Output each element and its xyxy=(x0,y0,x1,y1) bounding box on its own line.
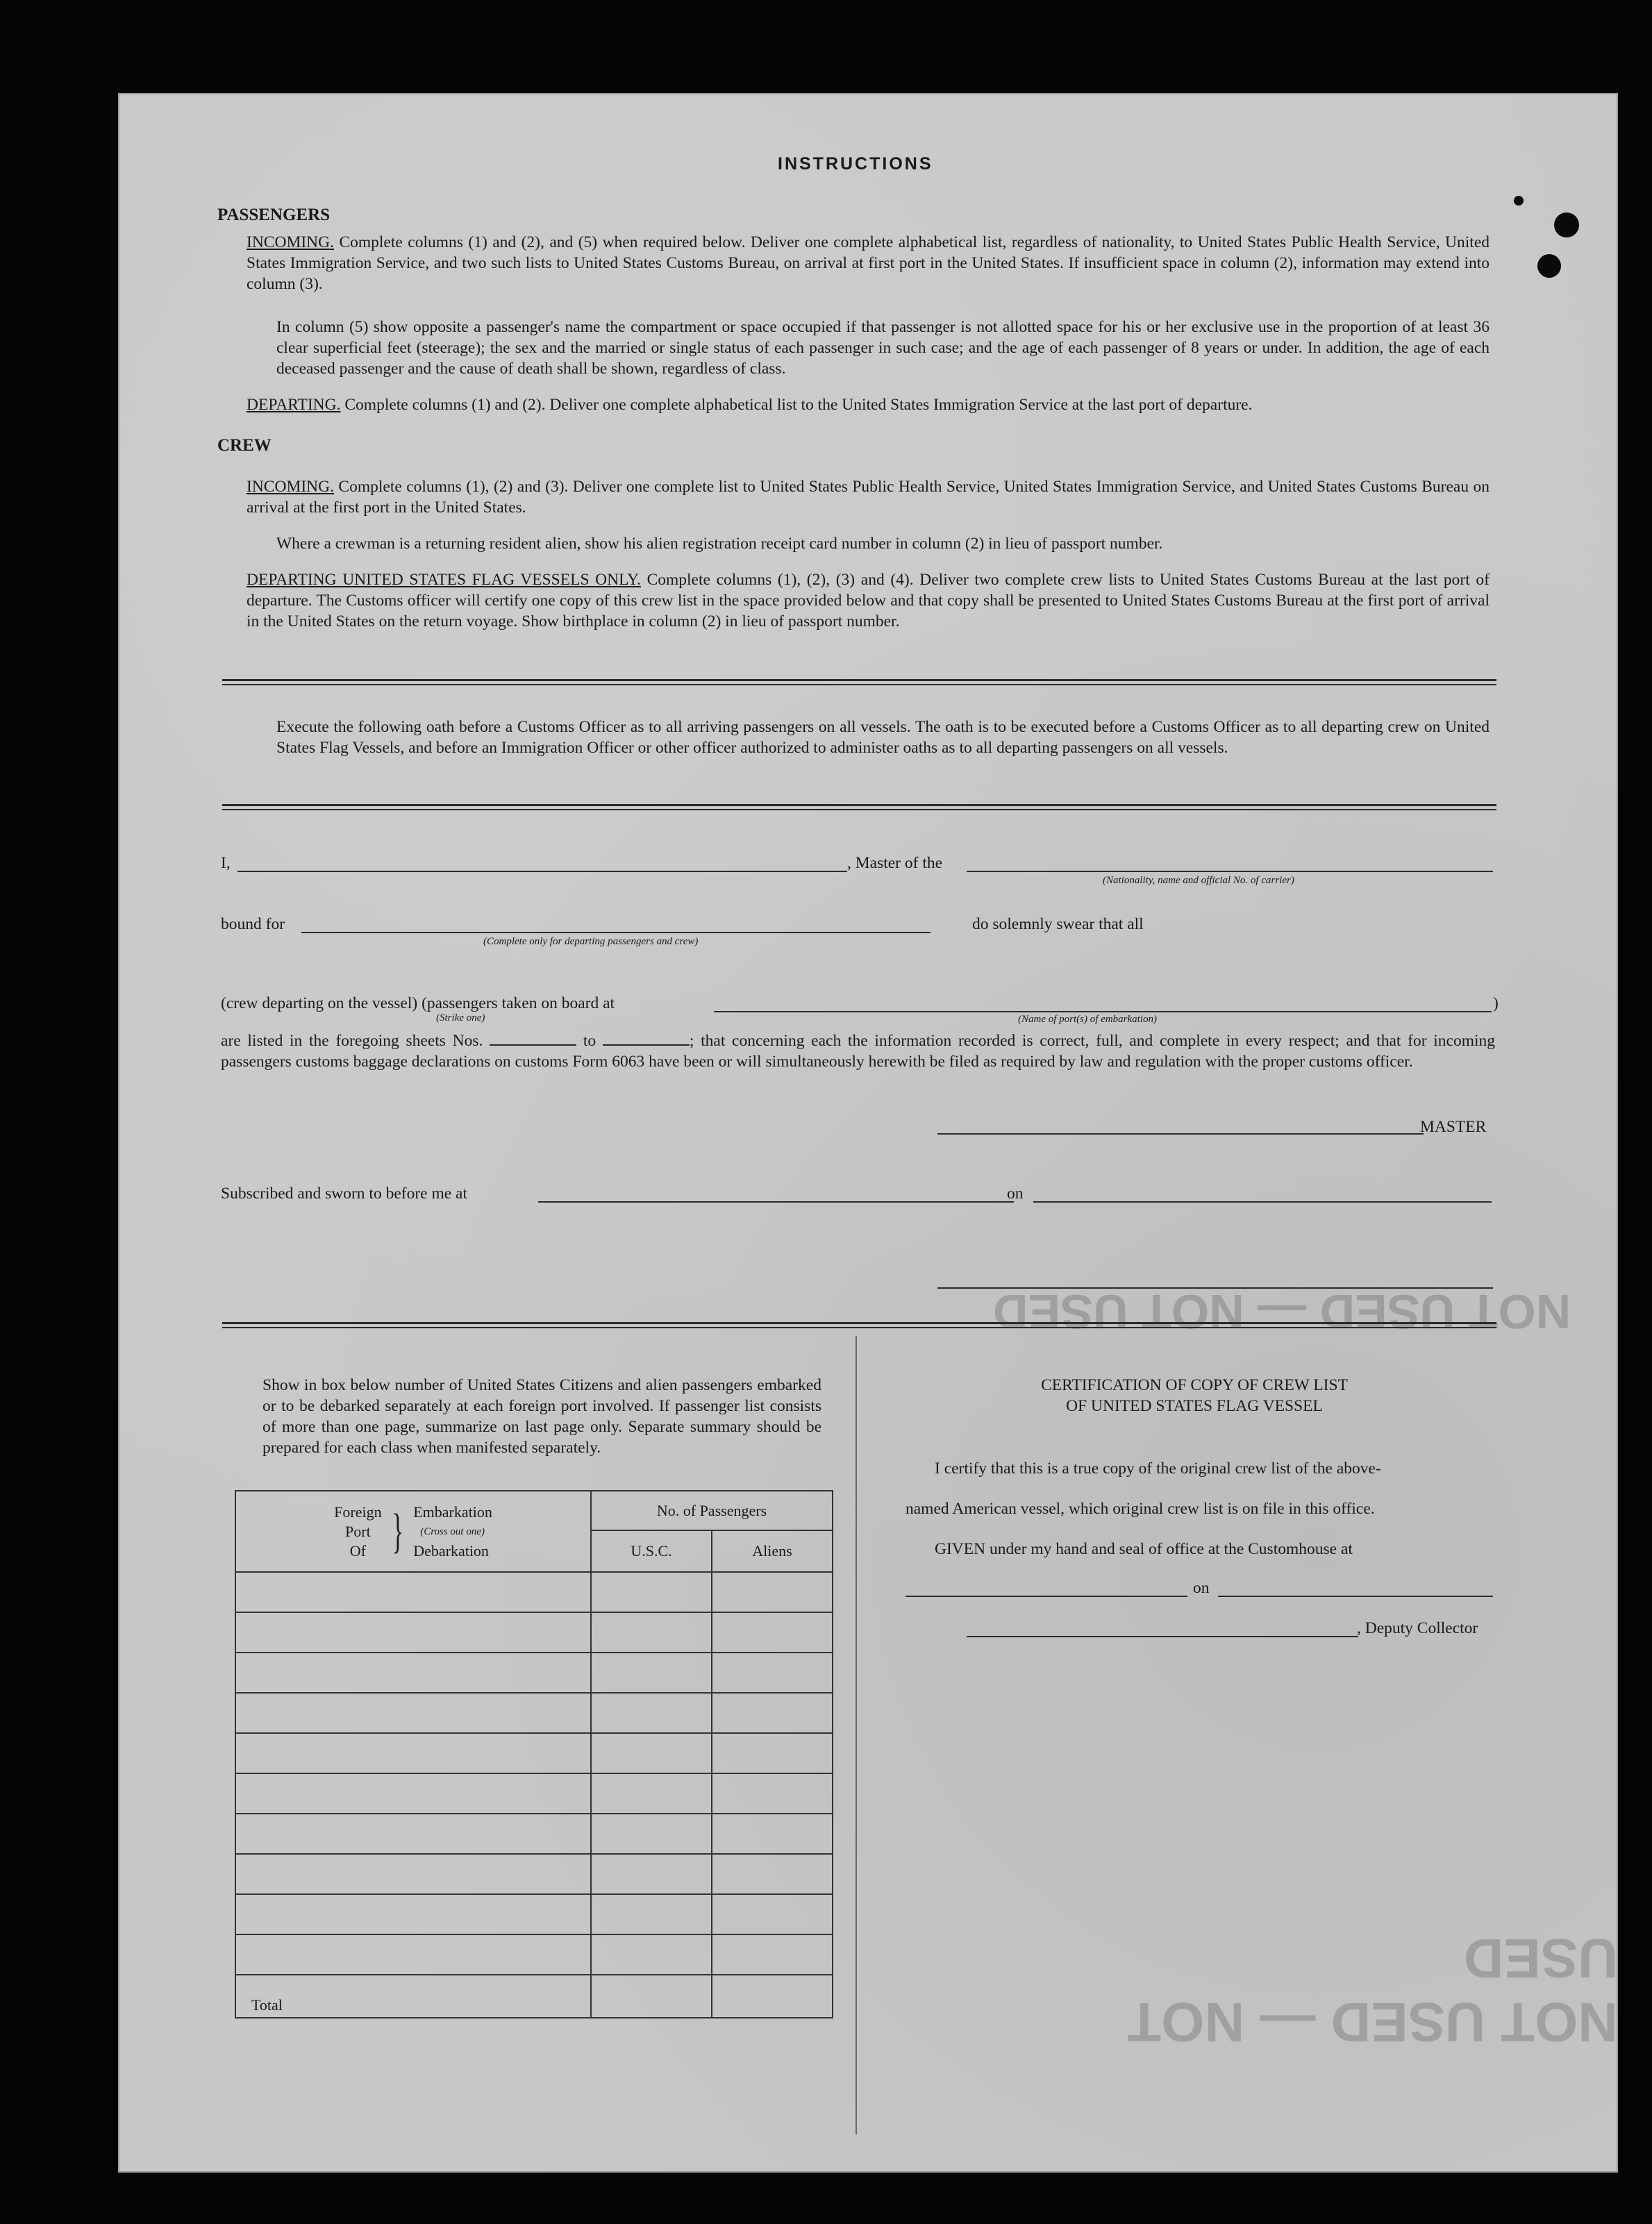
usc-header: U.S.C. xyxy=(591,1530,712,1572)
certification-title xyxy=(1000,1375,1389,1416)
embarkation-ports-field[interactable] xyxy=(714,1011,1492,1012)
port-cell[interactable] xyxy=(235,1693,591,1733)
table-row xyxy=(235,1773,833,1814)
table-row xyxy=(235,1894,833,1934)
aliens-cell[interactable] xyxy=(712,1612,833,1653)
bleed-through-stamp-bottom: NOT USED — NOT USED xyxy=(1127,1928,1618,2053)
bound-for-field[interactable] xyxy=(301,932,931,933)
strike-one-caption: (Strike one) xyxy=(436,1012,485,1023)
certify-line2: named American vessel, which original crew list is on file in this office. xyxy=(906,1500,1375,1518)
port-cell[interactable] xyxy=(235,1854,591,1894)
passenger-summary-table xyxy=(235,1490,833,2018)
port-label: Port xyxy=(345,1522,371,1540)
port-header-cell xyxy=(235,1491,591,1572)
aliens-cell[interactable] xyxy=(712,1814,833,1854)
table-row xyxy=(235,1612,833,1653)
passengers-column5-text: In column (5) show opposite a passenger's name the compartment or space occupied if that passenger is not allotted space for his or her exclusive use in the proportion of at least 36 clear superficial feet (steerage); the sex and the married or single status of each passenger in such case; and the age of each passenger of 8 years or under. In addition, the age of each deceased passenger and the cause of death shall be shown, regardless of class. xyxy=(276,318,1490,378)
form-page xyxy=(118,93,1618,2173)
crew-resident-paragraph xyxy=(276,533,1490,554)
foreign-port-of-label xyxy=(334,1503,381,1561)
certification-date-field[interactable] xyxy=(1218,1596,1493,1597)
deputy-signature-field[interactable] xyxy=(967,1636,1358,1637)
foreign-label: Foreign xyxy=(334,1503,382,1521)
customhouse-field[interactable] xyxy=(906,1596,1187,1597)
passengers-incoming-text: Complete columns (1) and (2), and (5) when required below. Deliver one complete alphabetical list, regardless of nationality, to United States Public Health Service, United States Immigration Service, and two such lists to United States Customs Bureau, on arrival at first port in the United States. If insufficient space in column (2), information may extend into column (3). xyxy=(247,233,1490,293)
passengers-heading: PASSENGERS xyxy=(217,206,331,224)
aliens-cell[interactable] xyxy=(712,1653,833,1693)
bound-for-label: bound for xyxy=(221,915,285,933)
usc-cell[interactable] xyxy=(591,1854,712,1894)
total-label: Total xyxy=(235,1975,591,2018)
subscribed-label: Subscribed and sworn to before me at xyxy=(221,1185,468,1203)
sworn-place-field[interactable] xyxy=(538,1201,1014,1203)
usc-cell[interactable] xyxy=(591,1572,712,1612)
table-row xyxy=(235,1733,833,1773)
crew-incoming-paragraph xyxy=(247,476,1490,518)
section-divider xyxy=(222,804,1496,810)
passengers-incoming-paragraph xyxy=(247,232,1490,294)
passengers-incoming-label: INCOMING. xyxy=(247,233,334,251)
usc-cell[interactable] xyxy=(591,1733,712,1773)
carrier-field[interactable] xyxy=(967,871,1493,872)
passengers-departing-label: DEPARTING. xyxy=(247,396,341,414)
swear-label: do solemnly swear that all xyxy=(972,915,1144,933)
crew-departing-label: DEPARTING UNITED STATES FLAG VESSELS ONLY. xyxy=(247,571,641,589)
crew-departing-text: Complete columns (1), (2), (3) and (4). Deliver two complete crew lists to United States Customs Bureau at the last port of departure. The Customs officer will certify one copy of this crew list in the space provided below and that copy shall be presented to United States Customs Bureau at the first port of arrival in the United States on the return voyage. Show birthplace in column (2) in lieu of passport number. xyxy=(247,571,1490,630)
sworn-date-field[interactable] xyxy=(1033,1201,1492,1203)
table-row xyxy=(235,1934,833,1975)
sheets-to-label: to xyxy=(583,1032,596,1050)
sworn-on-label: on xyxy=(1007,1185,1024,1203)
certification-title-line2: OF UNITED STATES FLAG VESSEL xyxy=(1066,1397,1323,1415)
port-cell[interactable] xyxy=(235,1653,591,1693)
punch-hole-icon xyxy=(1514,196,1524,206)
carrier-caption: (Nationality, name and official No. of carrier) xyxy=(1103,875,1294,886)
port-cell[interactable] xyxy=(235,1733,591,1773)
aliens-cell[interactable] xyxy=(712,1854,833,1894)
table-row xyxy=(235,1572,833,1612)
crew-passengers-label: (crew departing on the vessel) (passengers taken on board at xyxy=(221,994,615,1012)
brace-icon: } xyxy=(391,1504,403,1558)
table-row xyxy=(235,1854,833,1894)
usc-cell[interactable] xyxy=(591,1693,712,1733)
total-row xyxy=(235,1975,833,2018)
passengers-column5-paragraph xyxy=(276,317,1490,379)
crew-incoming-text: Complete columns (1), (2) and (3). Deliver one complete list to United States Public Health Service, United States Immigration Service, and United States Customs Bureau on arrival at the first port in the United States. xyxy=(247,478,1490,517)
aliens-cell[interactable] xyxy=(712,1572,833,1612)
passengers-departing-text: Complete columns (1) and (2). Deliver one complete alphabetical list to the United States Immigration Service at the last port of departure. xyxy=(344,396,1253,414)
crew-resident-text: Where a crewman is a returning resident alien, show his alien registration receipt card number in column (2) in lieu of passport number. xyxy=(276,535,1163,553)
port-cell[interactable] xyxy=(235,1814,591,1854)
table-row xyxy=(235,1653,833,1693)
embarkation-label: Embarkation xyxy=(413,1503,492,1521)
certification-title-line1: CERTIFICATION OF COPY OF CREW LIST xyxy=(1041,1376,1348,1394)
usc-cell[interactable] xyxy=(591,1934,712,1975)
usc-cell[interactable] xyxy=(591,1894,712,1934)
usc-cell[interactable] xyxy=(591,1653,712,1693)
sheets-label: are listed in the foregoing sheets Nos. xyxy=(221,1032,483,1050)
ports-caption: (Name of port(s) of embarkation) xyxy=(1018,1014,1157,1025)
oath-i-label: I, xyxy=(221,854,231,872)
passengers-departing-paragraph xyxy=(247,394,1490,415)
crew-heading: CREW xyxy=(217,436,272,455)
no-passengers-header: No. of Passengers xyxy=(591,1491,833,1530)
crew-departing-paragraph xyxy=(247,569,1490,632)
aliens-cell[interactable] xyxy=(712,1773,833,1814)
usc-cell[interactable] xyxy=(591,1612,712,1653)
summary-instructions xyxy=(262,1375,821,1458)
port-cell[interactable] xyxy=(235,1612,591,1653)
of-label: Of xyxy=(349,1541,366,1560)
section-divider xyxy=(222,1322,1496,1328)
crew-incoming-label: INCOMING. xyxy=(247,478,334,496)
debarkation-label: Debarkation xyxy=(413,1541,489,1560)
master-label: MASTER xyxy=(1420,1118,1487,1136)
oath-body-paragraph xyxy=(221,1030,1495,1072)
master-name-field[interactable] xyxy=(237,871,847,872)
aliens-header: Aliens xyxy=(712,1530,833,1572)
summary-instructions-text: Show in box below number of United States Citizens and alien passengers embarked or to be debarked separately at each foreign port involved. If passenger list consists of more than one page, summarize on last page only. Separate summary should be prepared for each class when manifested separately. xyxy=(262,1376,821,1457)
punch-hole-icon xyxy=(1554,212,1579,237)
usc-total-cell[interactable] xyxy=(591,1975,712,2018)
sheet-to-field[interactable] xyxy=(603,1044,690,1046)
aliens-total-cell[interactable] xyxy=(712,1975,833,2018)
punch-hole-icon xyxy=(1537,254,1561,278)
aliens-cell[interactable] xyxy=(712,1894,833,1934)
given-line: GIVEN under my hand and seal of office at the Customhouse at xyxy=(935,1540,1353,1558)
sheet-from-field[interactable] xyxy=(490,1044,576,1046)
deputy-collector-label: , Deputy Collector xyxy=(1357,1619,1478,1637)
usc-cell[interactable] xyxy=(591,1814,712,1854)
aliens-cell[interactable] xyxy=(712,1733,833,1773)
bound-for-caption: (Complete only for departing passengers and crew) xyxy=(483,936,699,947)
master-signature-field[interactable] xyxy=(937,1133,1424,1135)
bleed-through-stamp-top: NOT USED — NOT USED xyxy=(993,1285,1571,1339)
certification-on-label: on xyxy=(1193,1579,1210,1597)
port-cell[interactable] xyxy=(235,1773,591,1814)
table-row xyxy=(235,1814,833,1854)
certify-line1: I certify that this is a true copy of the original crew list of the above- xyxy=(935,1460,1381,1478)
port-cell[interactable] xyxy=(235,1894,591,1934)
officer-signature-field[interactable] xyxy=(937,1287,1493,1289)
oath-instructions-paragraph xyxy=(276,717,1490,758)
column-divider xyxy=(856,1336,857,2134)
aliens-cell[interactable] xyxy=(712,1693,833,1733)
section-divider xyxy=(222,679,1496,685)
oath-rest-text: ; that concerning each the information recorded is correct, full, and complete in every respect; and that for incoming passengers customs baggage declarations on customs Form 6063 have been or will simultaneously herewith be filed as required by law and regulation with the proper customs officer. xyxy=(221,1032,1496,1071)
close-paren: ) xyxy=(1493,994,1499,1012)
oath-instructions-text: Execute the following oath before a Customs Officer as to all arriving passengers on all vessels. The oath is to be executed before a Customs Officer as to all departing crew on United States Flag Vessels, and before an Immigration Officer or other officer authorized to administer oaths as to all departing passengers on all vessels. xyxy=(276,718,1490,757)
master-of-the-label: , Master of the xyxy=(847,854,943,872)
aliens-cell[interactable] xyxy=(712,1934,833,1975)
table-row xyxy=(235,1693,833,1733)
page-title: INSTRUCTIONS xyxy=(778,154,933,174)
cross-out-caption: (Cross out one) xyxy=(420,1525,485,1537)
port-cell[interactable] xyxy=(235,1934,591,1975)
usc-cell[interactable] xyxy=(591,1773,712,1814)
port-cell[interactable] xyxy=(235,1572,591,1612)
